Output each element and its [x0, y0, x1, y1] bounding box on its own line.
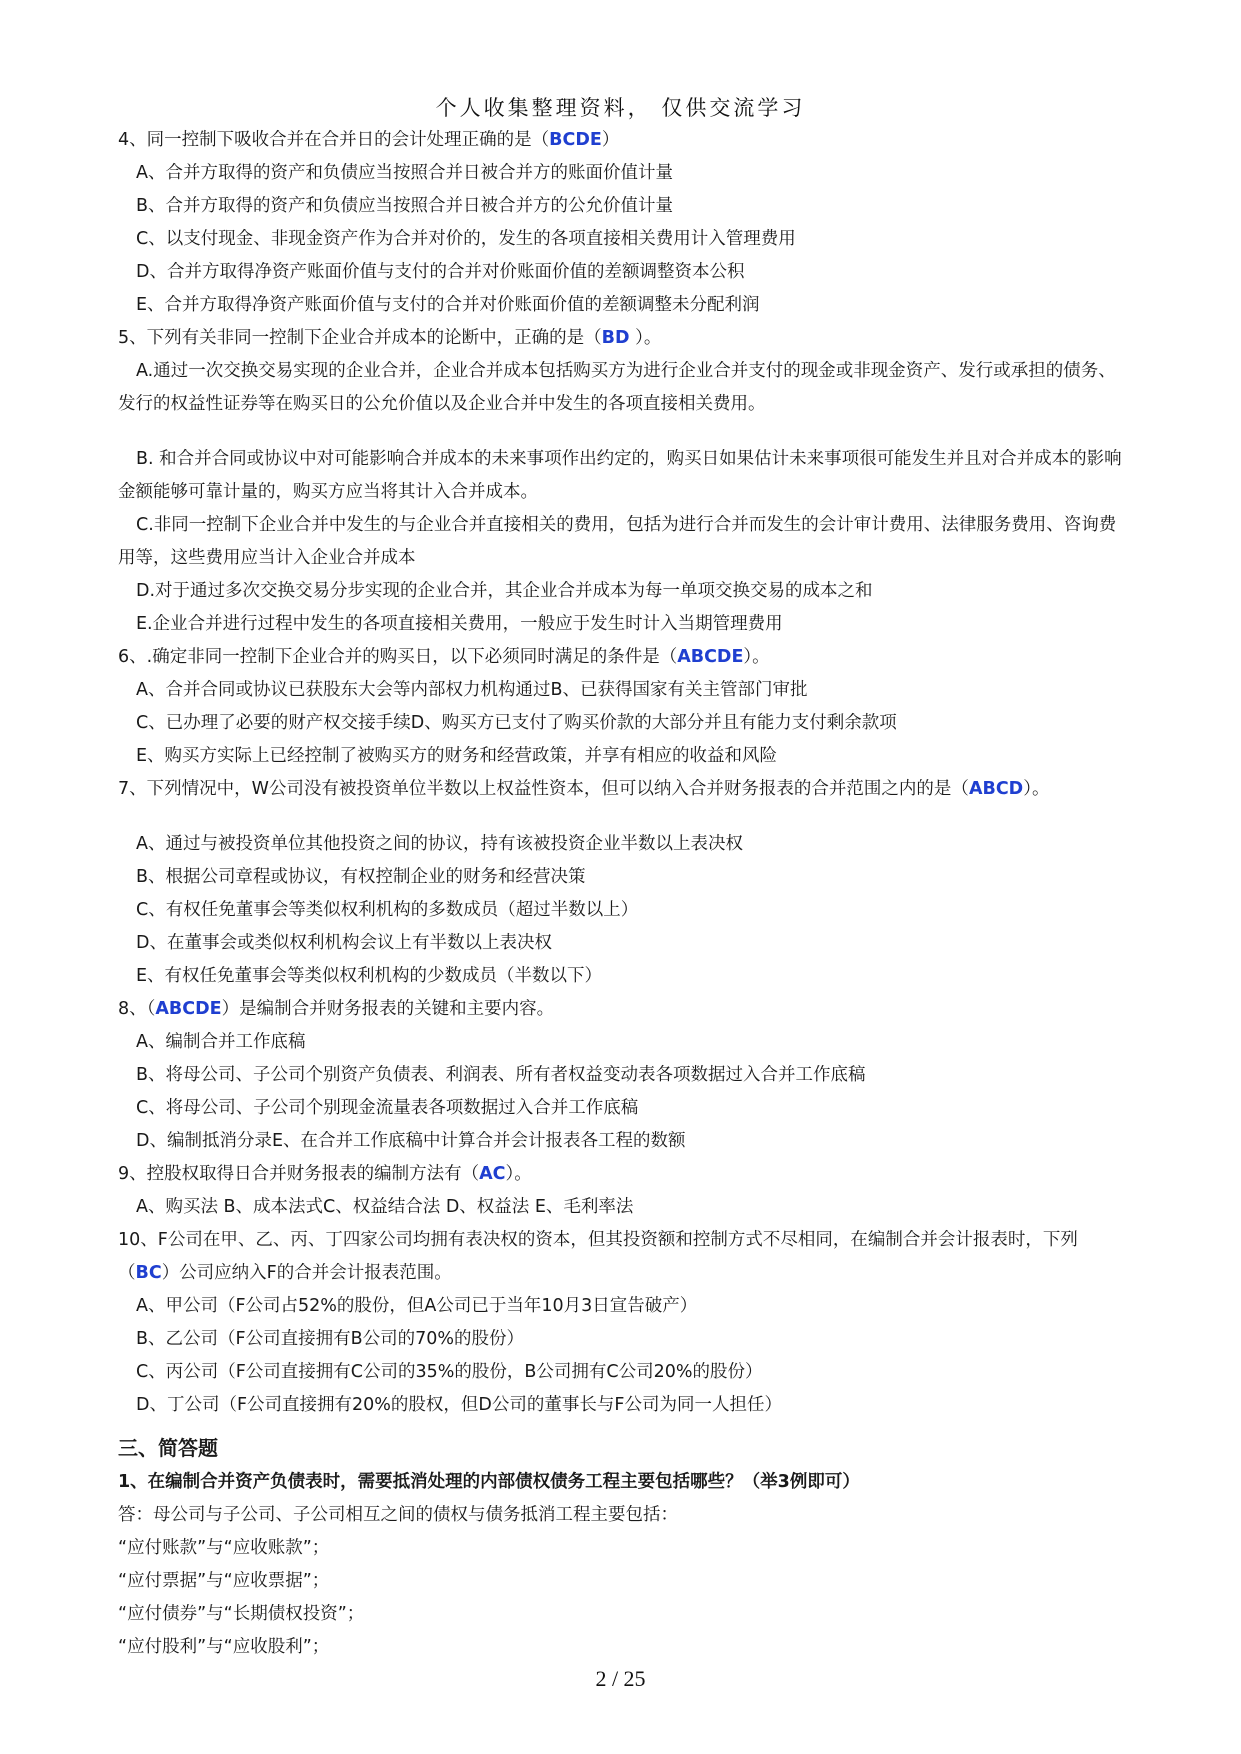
answer-item: “应付股利”与“应收股利”；: [118, 1637, 330, 1657]
answer-key: AC: [479, 1164, 506, 1184]
option: A、编制合并工作底稿: [136, 1032, 306, 1052]
option: E、有权任免董事会等类似权利机构的少数成员（半数以下）: [136, 966, 603, 986]
option: C、有权任免董事会等类似权利机构的多数成员（超过半数以上）: [136, 900, 639, 920]
option: D、合并方取得净资产账面价值与支付的合并对价账面价值的差额调整资本公积: [136, 262, 745, 282]
question-7-stem: 7、下列情况中，W公司没有被投资单位半数以上权益性资本，但可以纳入合并财务报表的合并范围之内的是（ABCD）。: [118, 779, 1050, 799]
answer-item: “应付债券”与“长期债权投资”；: [118, 1604, 365, 1624]
answer-key: BC: [135, 1263, 162, 1283]
option: A.通过一次交换交易实现的企业合并，企业合并成本包括购买方为进行企业合并支付的现金或非现金资产、发行或承担的债务、发行的权益性证券等在购买日的公允价值以及企业合并中发生的各项直接相关费用。: [118, 361, 1116, 414]
option: A、购买法 B、成本法式C、权益结合法 D、权益法 E、毛利率法: [136, 1197, 634, 1217]
question-4-stem: 4、同一控制下吸收合并在合并日的会计处理正确的是（BCDE）: [118, 130, 620, 150]
answer-key: ABCDE: [155, 999, 222, 1019]
option: D、在董事会或类似权利机构会议上有半数以上表决权: [136, 933, 552, 953]
option: B. 和合并合同或协议中对可能影响合并成本的未来事项作出约定的，购买日如果估计未来事项很可能发生并且对合并成本的影响金额能够可靠计量的，购买方应当将其计入合并成本。: [118, 449, 1122, 502]
answer-key: ABCDE: [677, 647, 744, 667]
option: B、合并方取得的资产和负债应当按照合并日被合并方的公允价值计量: [136, 196, 674, 216]
option: B、乙公司（F公司直接拥有B公司的70%的股份）: [136, 1329, 524, 1349]
option: E、购买方实际上已经控制了被购买方的财务和经营政策，并享有相应的收益和风险: [136, 746, 778, 766]
short-answer-question: 1、在编制合并资产负债表时，需要抵消处理的内部债权债务工程主要包括哪些？（举3例即可）: [118, 1472, 860, 1492]
option: C、丙公司（F公司直接拥有C公司的35%的股份，B公司拥有C公司20%的股份）: [136, 1362, 763, 1382]
page-header: 个人收集整理资料， 仅供交流学习: [435, 96, 806, 120]
question-8-stem: 8、（ABCDE）是编制合并财务报表的关键和主要内容。: [118, 999, 555, 1019]
answer-item: “应付票据”与“应收票据”；: [118, 1571, 330, 1591]
page-number: 2 / 25: [595, 1666, 646, 1691]
option: D.对于通过多次交换交易分步实现的企业合并，其企业合并成本为每一单项交换交易的成本之和: [136, 581, 873, 601]
question-10-stem: 10、F公司在甲、乙、丙、丁四家公司均拥有表决权的资本，但其投资额和控制方式不尽相同，在编制合并会计报表时，下列（BC）公司应纳入F的合并会计报表范围。: [118, 1230, 1078, 1283]
option: E.企业合并进行过程中发生的各项直接相关费用，一般应于发生时计入当期管理费用: [136, 614, 783, 634]
option: A、甲公司（F公司占52%的股份，但A公司已于当年10月3日宣告破产）: [136, 1296, 698, 1316]
document-body: [118, 124, 1128, 1664]
option: B、根据公司章程或协议，有权控制企业的财务和经营决策: [136, 867, 586, 887]
question-9-stem: 9、控股权取得日合并财务报表的编制方法有（AC）。: [118, 1164, 532, 1184]
option: B、将母公司、子公司个别资产负债表、利润表、所有者权益变动表各项数据过入合并工作底稿: [136, 1065, 866, 1085]
option: C.非同一控制下企业合并中发生的与企业合并直接相关的费用，包括为进行合并而发生的会计审计费用、法律服务费用、咨询费用等，这些费用应当计入企业合并成本: [118, 515, 1117, 568]
option: E、合并方取得净资产账面价值与支付的合并对价账面价值的差额调整未分配利润: [136, 295, 760, 315]
answer-item: “应付账款”与“应收账款”；: [118, 1538, 330, 1558]
option: A、合并合同或协议已获股东大会等内部权力机构通过B、已获得国家有关主管部门审批: [136, 680, 808, 700]
option: D、编制抵消分录E、在合并工作底稿中计算合并会计报表各工程的数额: [136, 1131, 686, 1151]
question-6-stem: 6、.确定非同一控制下企业合并的购买日，以下必须同时满足的条件是（ABCDE）。: [118, 647, 770, 667]
answer-key: BD: [601, 328, 630, 348]
option: D、丁公司（F公司直接拥有20%的股权，但D公司的董事长与F公司为同一人担任）: [136, 1395, 782, 1415]
option: C、将母公司、子公司个别现金流量表各项数据过入合并工作底稿: [136, 1098, 639, 1118]
option: C、以支付现金、非现金资产作为合并对价的，发生的各项直接相关费用计入管理费用: [136, 229, 796, 249]
section-title: 三、简答题: [118, 1436, 218, 1460]
question-5-stem: 5、下列有关非同一控制下企业合并成本的论断中，正确的是（BD ）。: [118, 328, 662, 348]
answer-key: ABCD: [968, 779, 1024, 799]
answer-intro: 答：母公司与子公司、子公司相互之间的债权与债务抵消工程主要包括：: [118, 1505, 678, 1525]
option: A、通过与被投资单位其他投资之间的协议，持有该被投资企业半数以上表决权: [136, 834, 743, 854]
answer-key: BCDE: [549, 130, 602, 150]
option: C、已办理了必要的财产权交接手续D、购买方已支付了购买价款的大部分并且有能力支付剩余款项: [136, 713, 897, 733]
option: A、合并方取得的资产和负债应当按照合并日被合并方的账面价值计量: [136, 163, 673, 183]
